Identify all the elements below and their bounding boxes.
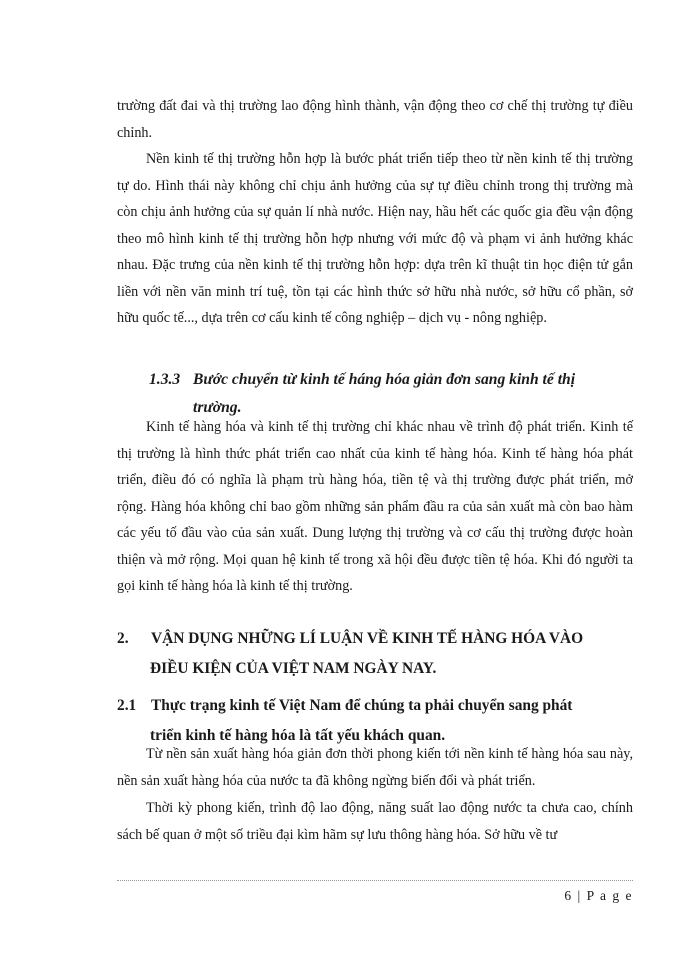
chapter-title-line1: VẬN DỤNG NHỮNG LÍ LUẬN VỀ KINH TẾ HÀNG HÓA VÀO bbox=[151, 630, 584, 647]
paragraph-mixed-market-economy: Nền kinh tế thị trường hỗn hợp là bước phát triển tiếp theo từ nền kinh tế thị trường tự do. Hình thái này không chỉ chịu ảnh hưởng của sự tự điều chỉnh trong thị trường mà còn chịu ảnh hưởng của sự quản lí nhà nước. Hiện nay, hầu hết các quốc gia đều vận động theo mô hình kinh tế thị trường hỗn hợp nhưng với mức độ và phạm vi ảnh hưởng khác nhau. Đặc trưng của nền kinh tế thị trường hỗn hợp: dựa trên kĩ thuật tin học điện tử gắn liền với nền văn minh trí tuệ, tồn tại các hình thức sở hữu nhà nước, sở hữu cổ phần, sở hữu quốc tế..., dựa trên cơ cấu kinh tế công nghiệp – dịch vụ - nông nghiệp. bbox=[117, 151, 633, 326]
chapter-number: 2. bbox=[117, 630, 129, 647]
section-title-line2: trường. bbox=[193, 399, 242, 416]
paragraph-feudal-period: Thời kỳ phong kiến, trình độ lao động, năng suất lao động nước ta chưa cao, chính sách bế quan ở một số triều đại kìm hãm sự lưu thông hàng hóa. Sở hữu về tư bbox=[117, 800, 633, 843]
section-title-line1: Thực trạng kinh tế Việt Nam để chúng ta phải chuyển sang phát bbox=[151, 697, 573, 714]
page-number: 6 | P a g e bbox=[564, 888, 633, 903]
footer-divider bbox=[117, 880, 633, 881]
section-title-line2: triển kinh tế hàng hóa là tất yếu khách quan. bbox=[150, 727, 446, 744]
chapter-heading-2 bbox=[117, 624, 637, 684]
paragraph-vietnam-production: Từ nền sản xuất hàng hóa giản đơn thời phong kiến tới nền kinh tế hàng hóa sau này, nền sản xuất hàng hóa của nước ta đã không ngừng biến đổi và phát triển. bbox=[117, 746, 633, 789]
section-number: 2.1 bbox=[117, 697, 137, 714]
paragraph-commodity-vs-market: Kinh tế hàng hóa và kinh tế thị trường chỉ khác nhau về trình độ phát triển. Kinh tế thị trường là hình thức phát triển cao nhất của kinh tế hàng hóa. Kinh tế hàng hóa phát triển, điều đó có nghĩa là phạm trù hàng hóa, tiền tệ và thị trường được phát triển, mở rộng. Hàng hóa không chỉ bao gồm những sản phẩm đầu ra của sản xuất mà còn bao hàm các yếu tố đầu vào của sản xuất. Dung lượng thị trường và cơ cấu thị trường được hoàn thiện và mở rộng. Mọi quan hệ kinh tế trong xã hội đều được tiền tệ hóa. Khi đó người ta gọi kinh tế hàng hóa là kinh tế thị trường. bbox=[117, 419, 633, 594]
section-title-line1: Bước chuyển từ kinh tế háng hóa giản đơn sang kinh tế thị bbox=[193, 371, 576, 388]
chapter-title-line2: ĐIỀU KIỆN CỦA VIỆT NAM NGÀY NAY. bbox=[150, 660, 437, 677]
paragraph-continuation: trường đất đai và thị trường lao động hình thành, vận động theo cơ chế thị trường tự điều chỉnh. bbox=[117, 98, 633, 141]
section-number: 1.3.3 bbox=[149, 371, 181, 388]
